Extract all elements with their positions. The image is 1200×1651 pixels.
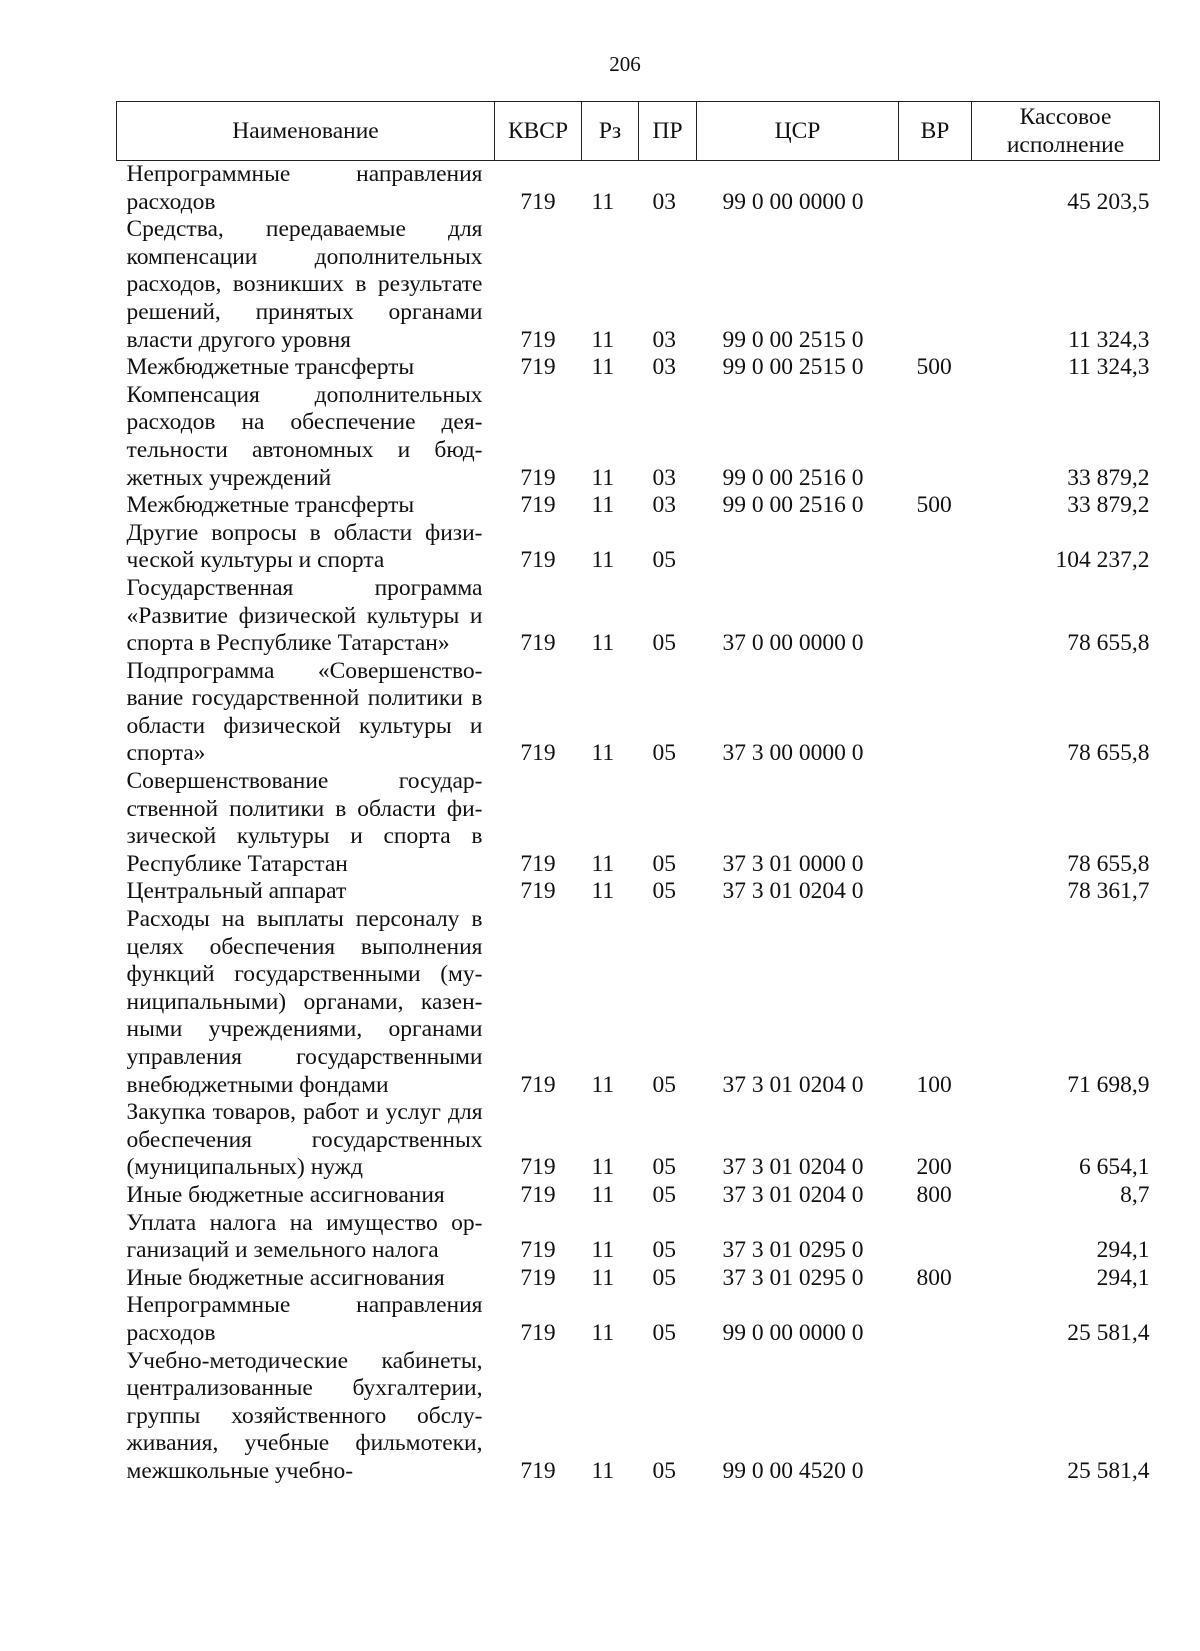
- cell-sum: 78 655,8: [1067, 740, 1150, 767]
- cell-sum: 33 879,2: [1067, 492, 1150, 519]
- cell-kvsr: 719: [520, 1237, 556, 1264]
- cell-vr: [899, 878, 972, 906]
- table-row: [117, 1099, 1160, 1182]
- cell-sum: 294,1: [1096, 1237, 1150, 1264]
- cell-pr: 05: [652, 1457, 676, 1484]
- cell-kvsr: 719: [520, 326, 556, 353]
- cell-rz: 11: [591, 1181, 615, 1208]
- cell-name: Непрограммные направления расходов: [126, 1292, 483, 1346]
- cell-pr: 03: [652, 464, 676, 491]
- table-row: [117, 216, 1160, 354]
- cell-rz: 11: [591, 740, 615, 767]
- cell-pr: 05: [652, 850, 676, 877]
- cell-vr: [899, 520, 972, 575]
- table-row: [117, 1292, 1160, 1347]
- cell-csr: [697, 520, 899, 575]
- cell-csr: 37 3 00 0000 0: [722, 740, 864, 767]
- cell-name: Средства, передаваемые для компенсации дополнительных расходов, возникших в результате решений, принятых органами власти другого уровня: [126, 216, 483, 353]
- cell-sum: 8,7: [1120, 1181, 1150, 1208]
- cell-name: Совершенствование государственной политики в области физической культуры и спорта в Республике Татарстан: [126, 768, 483, 877]
- cell-kvsr: 719: [520, 1457, 556, 1484]
- cell-pr: 03: [652, 492, 676, 519]
- cell-vr: 500: [916, 492, 952, 519]
- cell-name: Подпрограмма «Совершенствование государственной политики в области физической культуры и спорта»: [126, 657, 483, 767]
- cell-sum: 71 698,9: [1067, 1071, 1150, 1098]
- cell-vr: [899, 382, 972, 492]
- cell-csr: 37 3 01 0295 0: [722, 1237, 864, 1264]
- cell-pr: 03: [652, 188, 676, 215]
- cell-kvsr: 719: [520, 1181, 556, 1208]
- cell-rz: 11: [591, 492, 615, 519]
- cell-pr: 05: [652, 1264, 676, 1291]
- cell-pr: 03: [652, 326, 676, 353]
- cell-rz: 11: [591, 1071, 615, 1098]
- cell-csr: 99 0 00 2515 0: [722, 326, 864, 353]
- cell-name: Иные бюджетные ассигнования: [126, 1264, 445, 1291]
- header-pr: ПР: [639, 102, 697, 161]
- cell-pr: 05: [652, 630, 676, 657]
- header-vr: ВР: [899, 102, 972, 161]
- cell-csr: 99 0 00 4520 0: [722, 1457, 864, 1484]
- cell-csr: 99 0 00 0000 0: [722, 188, 864, 215]
- cell-vr: [899, 1210, 972, 1265]
- cell-csr: 99 0 00 0000 0: [722, 1319, 864, 1346]
- cell-sum: 25 581,4: [1067, 1457, 1150, 1484]
- budget-table: [116, 101, 1160, 1486]
- cell-pr: 05: [652, 1237, 676, 1264]
- cell-vr: 800: [916, 1264, 952, 1291]
- page-number: 206: [609, 52, 641, 76]
- cell-kvsr: 719: [520, 878, 556, 905]
- cell-pr: 03: [652, 354, 676, 381]
- cell-csr: 99 0 00 2515 0: [722, 354, 864, 381]
- cell-vr: 500: [916, 354, 952, 381]
- cell-pr: 05: [652, 547, 676, 574]
- table-row: [117, 382, 1160, 492]
- cell-kvsr: 719: [520, 630, 556, 657]
- cell-kvsr: 719: [520, 1154, 556, 1181]
- cell-rz: 11: [591, 850, 615, 877]
- cell-pr: 05: [652, 878, 676, 905]
- cell-pr: 05: [652, 1071, 676, 1098]
- cell-csr: 37 3 01 0204 0: [722, 878, 864, 905]
- header-kvsr: КВСР: [495, 102, 582, 161]
- cell-rz: 11: [591, 188, 615, 215]
- table-row: [117, 1265, 1160, 1293]
- cell-name: Центральный аппарат: [126, 878, 347, 905]
- cell-csr: 37 3 01 0295 0: [722, 1264, 864, 1291]
- cell-name: Межбюджетные трансферты: [126, 492, 415, 519]
- cell-rz: 11: [591, 1319, 615, 1346]
- cell-sum: 6 654,1: [1079, 1154, 1150, 1181]
- header-csr: ЦСР: [697, 102, 899, 161]
- cell-sum: 294,1: [1096, 1264, 1150, 1291]
- cell-kvsr: 719: [520, 464, 556, 491]
- cell-csr: 37 3 01 0204 0: [722, 1181, 864, 1208]
- cell-name: Непрограммные направления расходов: [126, 161, 483, 215]
- cell-vr: 100: [916, 1071, 952, 1098]
- cell-sum: 33 879,2: [1067, 464, 1150, 491]
- cell-rz: 11: [591, 547, 615, 574]
- cell-vr: [899, 658, 972, 768]
- table-body: [117, 161, 1160, 1486]
- table-row: [117, 492, 1160, 520]
- cell-name: Закупка товаров, работ и услуг для обеспечения государственных (муниципальных) нужд: [126, 1099, 483, 1181]
- cell-name: Другие вопросы в области физической культуры и спорта: [126, 519, 483, 574]
- cell-kvsr: 719: [520, 850, 556, 877]
- cell-sum: 78 655,8: [1067, 630, 1150, 657]
- table-row: [117, 658, 1160, 768]
- cell-name: Уплата налога на имущество организаций и земельного налога: [126, 1209, 483, 1264]
- cell-csr: 99 0 00 2516 0: [722, 464, 864, 491]
- header-rz: Рз: [582, 102, 639, 161]
- table-row: [117, 161, 1160, 217]
- cell-sum: 78 361,7: [1067, 878, 1150, 905]
- header-name: Наименование: [117, 102, 495, 161]
- cell-rz: 11: [591, 354, 615, 381]
- cell-rz: 11: [591, 878, 615, 905]
- cell-rz: 11: [591, 1457, 615, 1484]
- cell-sum: 11 324,3: [1068, 354, 1150, 381]
- table-row: [117, 520, 1160, 575]
- cell-rz: 11: [591, 464, 615, 491]
- cell-kvsr: 719: [520, 740, 556, 767]
- table-row: [117, 1210, 1160, 1265]
- cell-rz: 11: [591, 1264, 615, 1291]
- cell-pr: 05: [652, 1181, 676, 1208]
- cell-vr: [899, 575, 972, 658]
- cell-kvsr: 719: [520, 547, 556, 574]
- cell-kvsr: 719: [520, 492, 556, 519]
- header-sum: Кассовое исполнение: [972, 102, 1160, 161]
- cell-csr: 99 0 00 2516 0: [722, 492, 864, 519]
- table-row: [117, 906, 1160, 1099]
- cell-name: Государственная программа «Развитие физической культуры и спорта в Республике Татарстан»: [126, 574, 483, 657]
- cell-kvsr: 719: [520, 354, 556, 381]
- cell-kvsr: 719: [520, 1264, 556, 1291]
- cell-vr: [899, 216, 972, 354]
- cell-csr: 37 3 01 0204 0: [722, 1071, 864, 1098]
- table-row: [117, 878, 1160, 906]
- cell-vr: 800: [916, 1181, 952, 1208]
- cell-kvsr: 719: [520, 1071, 556, 1098]
- table-row: [117, 768, 1160, 878]
- cell-pr: 05: [652, 1319, 676, 1346]
- cell-rz: 11: [591, 326, 615, 353]
- cell-sum: 78 655,8: [1067, 850, 1150, 877]
- table-row: [117, 1348, 1160, 1486]
- cell-sum: 45 203,5: [1067, 188, 1150, 215]
- cell-pr: 05: [652, 1154, 676, 1181]
- cell-vr: [899, 1348, 972, 1486]
- cell-rz: 11: [591, 630, 615, 657]
- table-header: [117, 102, 1160, 161]
- table-row: [117, 1182, 1160, 1210]
- cell-name: Межбюджетные трансферты: [126, 354, 415, 381]
- cell-vr: [899, 161, 972, 217]
- cell-vr: 200: [916, 1154, 952, 1181]
- cell-name: Учебно-методические кабинеты, централизованные бухгалтерии, группы хозяйственного обслуживания, учебные фильмотеки, межшкольные учебно-: [126, 1347, 483, 1484]
- cell-vr: [899, 1292, 972, 1347]
- cell-csr: 37 3 01 0000 0: [722, 850, 864, 877]
- cell-sum: 104 237,2: [1055, 547, 1150, 574]
- cell-name: Иные бюджетные ассигнования: [126, 1181, 445, 1208]
- cell-kvsr: 719: [520, 1319, 556, 1346]
- cell-sum: 11 324,3: [1068, 326, 1150, 353]
- cell-vr: [899, 768, 972, 878]
- cell-csr: 37 0 00 0000 0: [722, 630, 864, 657]
- cell-pr: 05: [652, 740, 676, 767]
- table-row: [117, 575, 1160, 658]
- cell-name: Компенсация дополнительных расходов на обеспечение деятельности автономных и бюджетных учреждений: [126, 381, 483, 491]
- cell-sum: 25 581,4: [1067, 1319, 1150, 1346]
- cell-kvsr: 719: [520, 188, 556, 215]
- cell-csr: 37 3 01 0204 0: [722, 1154, 864, 1181]
- table-row: [117, 354, 1160, 382]
- cell-name: Расходы на выплаты персоналу в целях обеспечения выполнения функций государственными (муниципальными) органами, казенными учреждениями, органами управления государственными внебюджетными фондами: [126, 906, 483, 1098]
- cell-rz: 11: [591, 1154, 615, 1181]
- cell-rz: 11: [591, 1237, 615, 1264]
